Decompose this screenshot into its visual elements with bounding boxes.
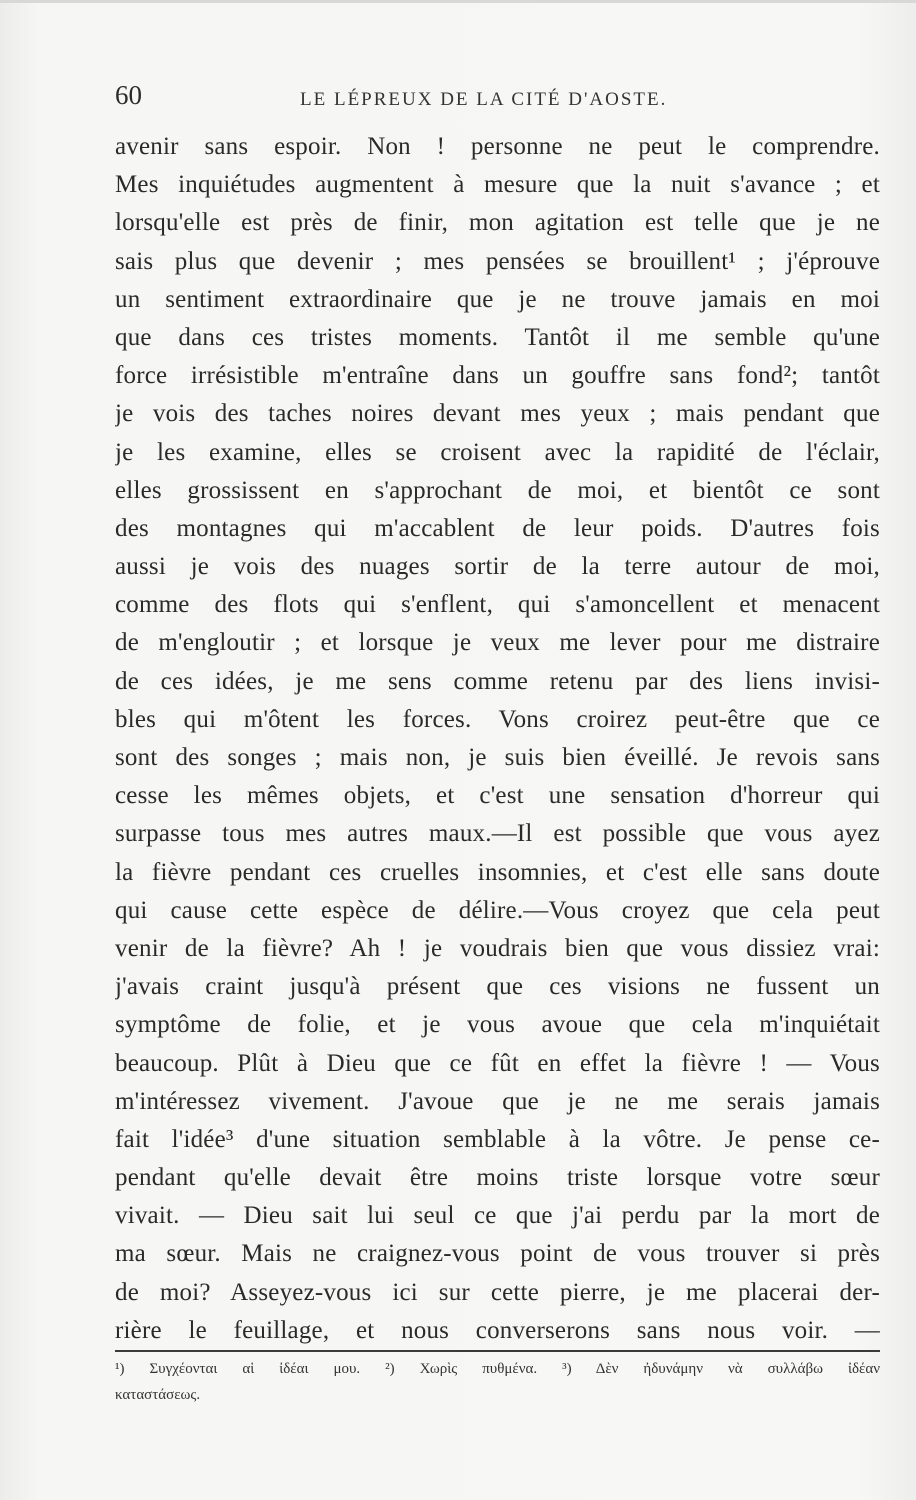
text-line: de ces idées, je me sens comme retenu par des liens invisi- (115, 667, 880, 695)
text-line: bles qui m'ôtent les forces. Vons croirez peut-être que ce (115, 705, 880, 733)
text-line: sais plus que devenir ; mes pensées se brouillent¹ ; j'éprouve (115, 247, 880, 275)
scan-edge (0, 0, 916, 3)
running-title: LE LÉPREUX DE LA CITÉ D'AOSTE. (300, 89, 668, 110)
footnotes (115, 1356, 880, 1408)
text-line: rière le feuillage, et nous converserons sans nous voir. — (115, 1316, 880, 1344)
text-line: sont des songes ; mais non, je suis bien éveillé. Je revois sans (115, 744, 880, 771)
text-line: je les examine, elles se croisent avec la rapidité de l'éclair, (115, 438, 880, 466)
text-line: fait l'idée³ d'une situation semblable à la vôtre. Je pense ce- (115, 1125, 880, 1153)
text-line: qui cause cette espèce de délire.—Vous croyez que cela peut (115, 896, 880, 924)
text-line: aussi je vois des nuages sortir de la terre autour de moi, (115, 553, 880, 581)
text-line: elles grossissent en s'approchant de moi, et bientôt ce sont (115, 476, 880, 504)
text-line: symptôme de folie, et je vous avoue que cela m'inquiétait (115, 1011, 880, 1039)
text-line: venir de la fièvre? Ah ! je voudrais bien que vous dissiez vrai: (115, 934, 880, 962)
text-line: avenir sans espoir. Non ! personne ne peut le comprendre. (115, 133, 880, 160)
text-line: ma sœur. Mais ne craignez-vous point de vous trouver si près (115, 1240, 880, 1268)
text-line: je vois des taches noires devant mes yeux ; mais pendant que (115, 400, 880, 428)
text-line: un sentiment extraordinaire que je ne trouve jamais en moi (115, 285, 880, 313)
text-line: surpasse tous mes autres maux.—Il est possible que vous ayez (115, 820, 880, 848)
text-line: pendant qu'elle devait être moins triste lorsque votre sœur (115, 1164, 880, 1192)
text-line: m'intéressez vivement. J'avoue que je ne me serais jamais (115, 1087, 880, 1115)
text-line: la fièvre pendant ces cruelles insomnies, et c'est elle sans doute (115, 858, 880, 886)
text-line: de m'engloutir ; et lorsque je veux me lever pour me distraire (115, 629, 880, 657)
text-line: cesse les mêmes objets, et c'est une sensation d'horreur qui (115, 782, 880, 810)
page-header (115, 80, 880, 120)
text-line: de moi? Asseyez-vous ici sur cette pierre, je me placerai der- (115, 1278, 880, 1306)
footnote-line: ¹) Συγχέονται αἱ ἰδέαι μου. ²) Χωρὶς πυθμένα. ³) Δὲν ἠδυνάμην νὰ συλλάβω ἰδέαν (115, 1361, 880, 1377)
text-line: Mes inquiétudes augmentent à mesure que la nuit s'avance ; et (115, 171, 880, 199)
text-line: force irrésistible m'entraîne dans un gouffre sans fond²; tantôt (115, 362, 880, 390)
text-line: beaucoup. Plût à Dieu que ce fût en effet la fièvre ! — Vous (115, 1049, 880, 1077)
body-text (115, 128, 880, 1350)
text-line: comme des flots qui s'enflent, qui s'amoncellent et menacent (115, 591, 880, 619)
text-line: des montagnes qui m'accablent de leur poids. D'autres fois (115, 514, 880, 542)
page-number: 60 (115, 80, 142, 110)
text-line: j'avais craint jusqu'à présent que ces visions ne fussent un (115, 973, 880, 1001)
text-line: que dans ces tristes moments. Tantôt il me semble qu'une (115, 323, 880, 351)
footnote-line: καταστάσεως. (115, 1387, 201, 1403)
text-line: vivait. — Dieu sait lui seul ce que j'ai perdu par la mort de (115, 1202, 880, 1230)
text-line: lorsqu'elle est près de finir, mon agitation est telle que je ne (115, 209, 880, 237)
footnote-rule (115, 1350, 880, 1352)
